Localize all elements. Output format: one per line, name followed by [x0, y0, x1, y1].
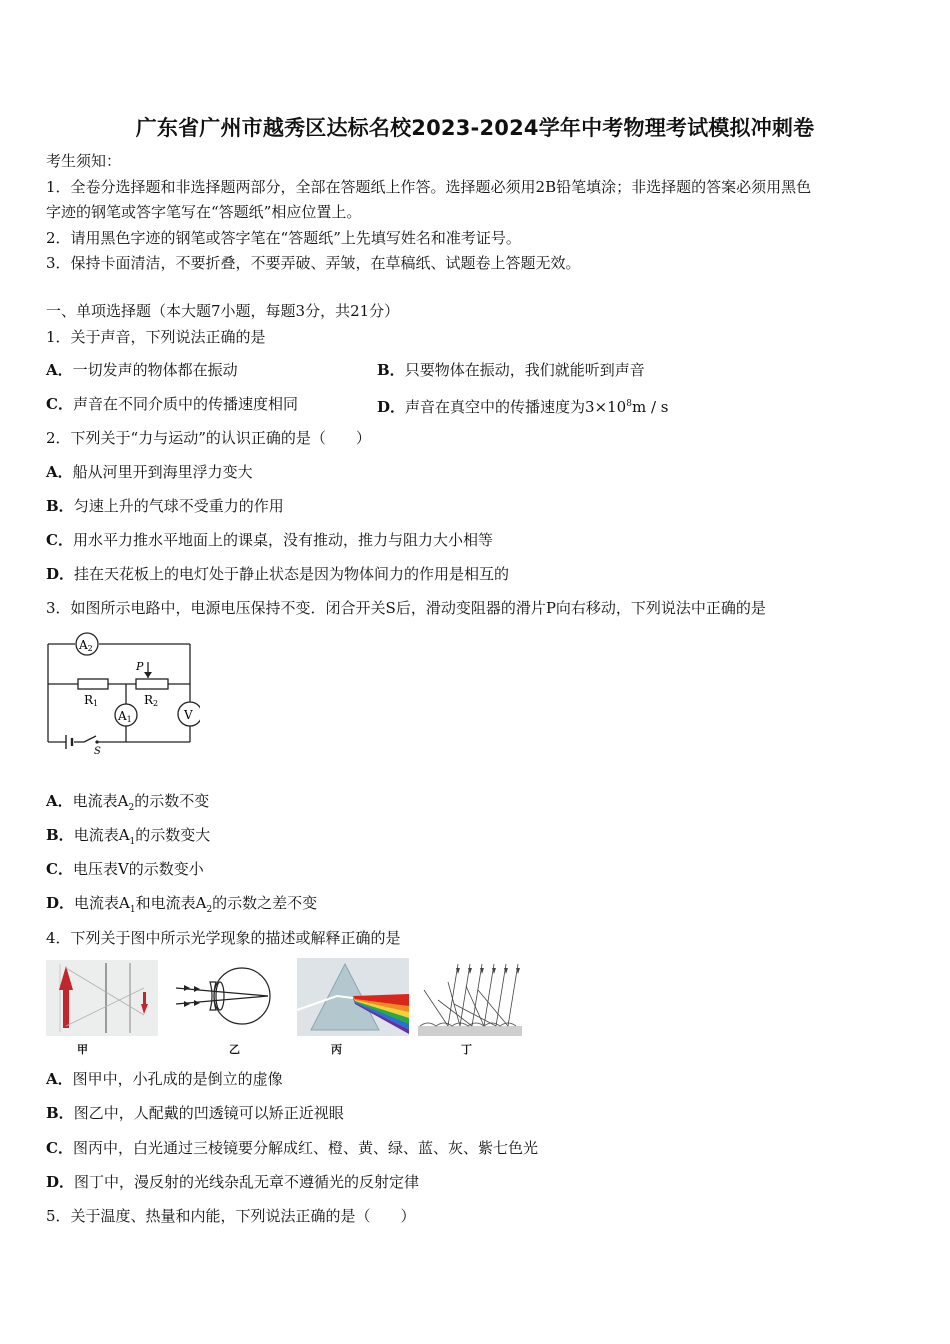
- figure-caption-jia: 甲: [77, 1043, 88, 1056]
- q4-option-b: [46, 1103, 344, 1123]
- option-label: B．: [46, 826, 74, 844]
- subscript: 1: [129, 837, 136, 847]
- figure-caption-bing: 丙: [331, 1043, 342, 1056]
- option-text: 图丁中，漫反射的光线杂乱无章不遵循光的反射定律: [74, 1173, 420, 1191]
- voltmeter-label: V: [184, 708, 193, 722]
- circuit-diagram: [44, 632, 200, 756]
- q3-option-a: [46, 791, 209, 818]
- option-text: 电流表A: [73, 826, 130, 844]
- q1-option-d: [377, 394, 668, 417]
- option-label: C．: [46, 1139, 73, 1157]
- option-label: D．: [46, 894, 75, 912]
- option-text: 图甲中，小孔成的是倒立的虚像: [72, 1070, 283, 1088]
- option-text: 图乙中，人配戴的凹透镜可以矫正近视眼: [73, 1104, 344, 1122]
- q1-option-b: [377, 360, 645, 380]
- option-label: D．: [46, 565, 75, 583]
- option-text: 只要物体在振动，我们就能听到声音: [404, 361, 645, 379]
- ammeter-a1-label: A1: [118, 709, 132, 724]
- option-label: C．: [46, 395, 73, 413]
- option-label: C．: [46, 860, 73, 878]
- q4-option-a: [46, 1069, 283, 1089]
- option-text: 声音在真空中的传播速度为3×10: [405, 398, 627, 416]
- figure-diffuse-reflection: [418, 960, 522, 1036]
- figure-caption-ding: 丁: [461, 1043, 472, 1056]
- option-label: A．: [46, 463, 73, 481]
- notice-item-1: 1．全卷分选择题和非选择题两部分，全部在答题纸上作答。选择题必须用2B铅笔填涂；非选择题的答案必须用黑色: [46, 178, 812, 196]
- notice-item-3: 3．保持卡面清洁，不要折叠，不要弄破、弄皱，在草稿纸、试题卷上答题无效。: [46, 254, 581, 272]
- q3-option-d: [46, 893, 317, 920]
- option-text: 电流表A: [72, 792, 129, 810]
- option-text-end: 的示数变大: [135, 826, 211, 844]
- question-4-stem: 4．下列关于图中所示光学现象的描述或解释正确的是: [46, 929, 401, 947]
- option-label: D．: [377, 398, 406, 416]
- q2-option-b: [46, 496, 284, 516]
- option-unit: m / s: [631, 398, 669, 416]
- ammeter-a2-label: A2: [79, 638, 93, 653]
- resistor-r1-label: R1: [84, 693, 99, 708]
- section-heading: 一、单项选择题（本大题7小题，每题3分，共21分）: [46, 302, 400, 320]
- option-label: B．: [46, 1104, 74, 1122]
- q2-option-d: [46, 564, 509, 584]
- option-text: 用水平力推水平地面上的课桌，没有推动，推力与阻力大小相等: [72, 531, 493, 549]
- option-text: 电压表V的示数变小: [72, 860, 204, 878]
- exponent: 8: [626, 399, 632, 409]
- switch-s-label: S: [94, 746, 101, 756]
- question-5-stem: 5．关于温度、热量和内能，下列说法正确的是（ ）: [46, 1207, 416, 1225]
- subscript: 1: [129, 905, 136, 915]
- option-text-mid: 和电流表A: [135, 894, 207, 912]
- q3-option-b: [46, 825, 210, 852]
- q2-option-a: [46, 462, 253, 482]
- option-label: B．: [46, 497, 74, 515]
- q1-option-c: [46, 394, 298, 414]
- option-text: 电流表A: [74, 894, 130, 912]
- figure-eye-lens: [170, 960, 282, 1036]
- option-label: A．: [46, 361, 73, 379]
- option-text-end: 的示数不变: [134, 792, 210, 810]
- option-label: A．: [46, 792, 73, 810]
- figure-prism-dispersion: [297, 958, 409, 1036]
- option-text: 船从河里开到海里浮力变大: [72, 463, 253, 481]
- slider-p-label: P: [136, 660, 144, 673]
- resistor-r2-label: R2: [144, 693, 159, 708]
- q2-option-c: [46, 530, 493, 550]
- question-1-stem: 1．关于声音，下列说法正确的是: [46, 328, 266, 346]
- option-text-end: 的示数之差不变: [212, 894, 318, 912]
- page-title: 广东省广州市越秀区达标名校2023-2024学年中考物理考试模拟冲刺卷: [135, 116, 815, 140]
- option-text: 声音在不同介质中的传播速度相同: [72, 395, 298, 413]
- option-text: 挂在天花板上的电灯处于静止状态是因为物体间力的作用是相互的: [74, 565, 510, 583]
- subscript: 2: [128, 803, 135, 813]
- option-label: A．: [46, 1070, 73, 1088]
- q3-option-c: [46, 859, 204, 879]
- option-text: 图丙中，白光通过三棱镜要分解成红、橙、黄、绿、蓝、灰、紫七色光: [72, 1139, 538, 1157]
- figure-pinhole-image: [46, 960, 158, 1036]
- option-label: B．: [377, 361, 405, 379]
- notice-item-1-cont: 字迹的钢笔或答字笔写在“答题纸”相应位置上。: [46, 203, 362, 221]
- option-label: C．: [46, 531, 73, 549]
- q1-option-a: [46, 360, 238, 380]
- option-label: D．: [46, 1173, 75, 1191]
- q4-option-c: [46, 1138, 538, 1158]
- figure-caption-yi: 乙: [229, 1043, 240, 1056]
- notice-heading: 考生须知：: [46, 152, 122, 170]
- subscript: 2: [206, 905, 213, 915]
- q4-option-d: [46, 1172, 419, 1192]
- notice-item-2: 2．请用黑色字迹的钢笔或答字笔在“答题纸”上先填写姓名和准考证号。: [46, 229, 521, 247]
- question-2-stem: 2．下列关于“力与运动”的认识正确的是（ ）: [46, 429, 371, 447]
- option-text: 匀速上升的气球不受重力的作用: [73, 497, 284, 515]
- question-3-stem: 3．如图所示电路中，电源电压保持不变．闭合开关S后，滑动变阻器的滑片P向右移动，下列说法中正确的是: [46, 599, 766, 617]
- option-text: 一切发声的物体都在振动: [72, 361, 238, 379]
